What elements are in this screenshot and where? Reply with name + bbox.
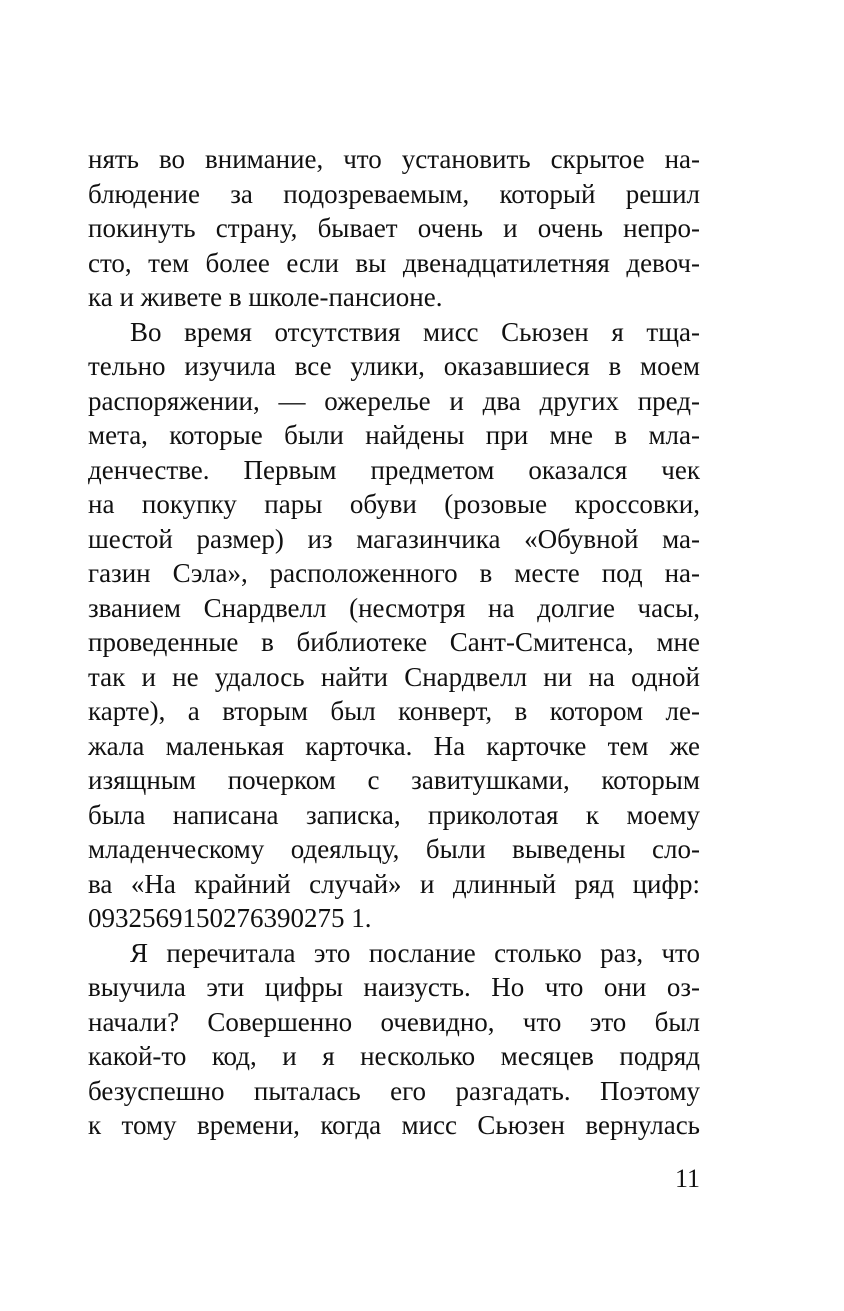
text-line: блюдение за подозреваемым, который решил [88, 178, 700, 209]
paragraph-3 [88, 936, 700, 1143]
text-line: карте), а вторым был конверт, в котором ле- [88, 696, 700, 726]
text-line: званием Снардвелл (несмотря на долгие часы, [88, 592, 700, 623]
text-line: младенческому одеяльцу, были выведены сло- [88, 834, 700, 864]
text-line: покинуть страну, бывает очень и очень непро- [88, 213, 700, 243]
text-line: сто, тем более если вы двенадцатилетняя девоч- [88, 247, 700, 278]
text-line: выучила эти цифры наизусть. Но что они оз- [88, 972, 700, 1002]
text-line: изящным почерком с завитушками, которым [88, 765, 700, 795]
text-line: шестой размер) из магазинчика «Обувной ма- [88, 523, 700, 554]
text-line: к тому времени, когда мисс Сьюзен вернулась [88, 1110, 700, 1140]
paragraph-1 [88, 142, 700, 315]
text-line: мета, которые были найдены при мне в мла- [88, 420, 700, 450]
text-line: так и не удалось найти Снардвелл ни на одной [88, 661, 700, 692]
text-line: Я перечитала это послание столько раз, что [130, 937, 700, 968]
text-line: ва «На крайний случай» и длинный ряд цифр: [88, 868, 700, 899]
text-line: на покупку пары обуви (розовые кроссовки, [88, 489, 700, 519]
text-line: газин Сэла», расположенного в месте под на- [88, 558, 700, 588]
text-line: Во время отсутствия мисс Сьюзен я тща- [130, 316, 700, 347]
page-text [88, 142, 700, 1143]
text-line: 0932569150276390275 1. [88, 903, 372, 933]
text-line: была написана записка, приколотая к моему [88, 799, 700, 830]
text-line: жала маленькая карточка. На карточке тем же [88, 730, 700, 761]
text-line: ка и живете в школе-пансионе. [88, 282, 443, 312]
text-line: какой-то код, и я несколько месяцев подряд [88, 1041, 700, 1071]
paragraph-2 [88, 315, 700, 936]
text-line: тельно изучила все улики, оказавшиеся в моем [88, 351, 700, 381]
text-line: распоряжении, — ожерелье и два других пред- [88, 385, 700, 416]
text-line: начали? Совершенно очевидно, что это был [88, 1006, 700, 1037]
page-number: 11 [674, 1164, 700, 1193]
text-line: проведенные в библиотеке Сант-Смитенса, мне [88, 627, 700, 657]
text-line: денчестве. Первым предметом оказался чек [88, 454, 700, 485]
text-line: нять во внимание, что установить скрытое на- [88, 144, 700, 174]
text-line: безуспешно пыталась его разгадать. Поэтому [88, 1075, 700, 1106]
